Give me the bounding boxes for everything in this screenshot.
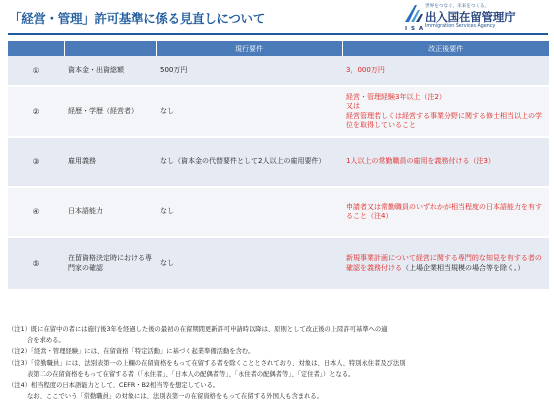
revised-line: 3，000万円 [346, 65, 385, 74]
row-revised [342, 237, 549, 290]
row-revised [342, 56, 549, 86]
logo-tagline: 世界をつなぐ。未来をつくる。 [425, 4, 490, 9]
row-number: ② [8, 86, 64, 137]
table-row [8, 86, 549, 137]
revised-line-exception: （上場企業相当規模の場合等を除く。） [402, 263, 525, 272]
row-current: なし [156, 86, 342, 137]
table-row [8, 237, 549, 290]
requirements-table [8, 41, 549, 291]
row-item: 日本語能力 [64, 187, 156, 237]
header-current: 現行要件 [156, 41, 342, 56]
header-number [8, 41, 64, 56]
row-item: 雇用義務 [64, 137, 156, 187]
agency-english-name: Immigration Services Agency [425, 24, 496, 29]
footnote-line: （注2）「経営・管理経験」には、在留資格「特定活動」に基づく起業準備活動を含む。 [8, 348, 255, 356]
footnote-line: なお、ここでいう「常勤職員」の対象には、法別表第一の在留資格をもって在留する外国人も含まれる。 [27, 393, 323, 401]
revised-line: 経営・管理経験3年以上（注2） [346, 93, 446, 102]
row-item: 在留資格決定時における専門家の確認 [64, 237, 156, 290]
row-revised [342, 187, 549, 237]
revised-line: 新規事業計画について経営に関する専門的な知見を有する者の確認を義務付ける [346, 254, 542, 272]
footnote-line: （注3）「常勤職員」には、法別表第一の上欄の在留資格をもって在留する者を除くこととされており、対象は、日本人、特別永住者及び法別 [8, 359, 406, 367]
row-current: なし [156, 187, 342, 237]
row-item: 資本金・出資総額 [64, 56, 156, 86]
row-number: ④ [8, 187, 64, 237]
table-header-row [8, 41, 549, 56]
revised-line: 申請者又は常勤職員のいずれかが相当程度の日本語能力を有すること（注4） [346, 202, 542, 220]
agency-name: 出入国在留管理庁 [425, 10, 516, 24]
row-number: ③ [8, 137, 64, 187]
revised-line: 1人以上の常勤職員の雇用を義務付ける（注3） [346, 157, 495, 166]
row-number: ① [8, 56, 64, 86]
footnote-line: 合を求める。 [27, 337, 65, 345]
row-current: なし（資本金の代替要件として2人以上の雇用要件） [156, 137, 342, 187]
row-item: 経歴・学歴（経営者） [64, 86, 156, 137]
table-row [8, 187, 549, 237]
footnotes [8, 324, 548, 402]
header-revised: 改正後要件 [342, 41, 549, 56]
row-revised [342, 137, 549, 187]
table-row [8, 56, 549, 86]
logo-mark-text: I S A [405, 26, 425, 32]
table-row [8, 137, 549, 187]
revised-line: 経営管理若しくは経営する事業分野に関する修士相当以上の学位を取得していること [346, 111, 542, 129]
row-current: 500万円 [156, 56, 342, 86]
revised-line: 又は [346, 102, 360, 111]
page-title: 「経営・管理」許可基準に係る見直しについて [9, 11, 265, 26]
footnote-line: 表第二の在留資格をもって在留する者（「永住者」、「日本人の配偶者等」、「永住者の配偶者等」、「定住者」）となる。 [27, 370, 355, 378]
agency-logo [403, 2, 551, 36]
title-divider [8, 33, 548, 35]
header-item [64, 41, 156, 56]
isa-logo-mark-icon [403, 2, 425, 26]
row-number: ⑤ [8, 237, 64, 290]
footnote-line: （注4）相当程度の日本語能力として、CEFR・B2相当等を想定している。 [8, 382, 220, 390]
footnote-line: （注1）既に在留中の者には施行後3年を経過した後の最初の在留期間更新許可申請時以降は、原則として改正後の上陸許可基準への適 [8, 326, 388, 333]
row-revised [342, 86, 549, 137]
row-current: なし [156, 237, 342, 290]
